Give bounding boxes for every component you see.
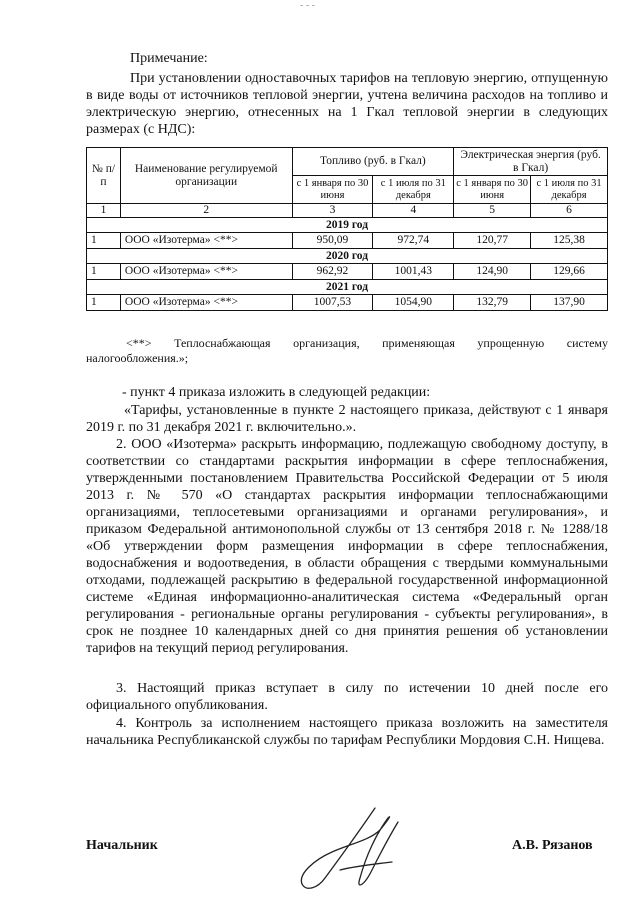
year-row <box>87 280 608 295</box>
table-row <box>87 264 608 280</box>
row-fuel-h1: 1007,53 <box>292 295 373 311</box>
note-label: Примечание: <box>130 51 208 66</box>
year-label: 2019 год <box>87 218 608 233</box>
row-elec-h2: 129,66 <box>531 264 608 280</box>
paragraph-point4: - пункт 4 приказа изложить в следующей редакции: <box>122 385 431 400</box>
row-elec-h2: 125,38 <box>531 233 608 249</box>
year-label: 2021 год <box>87 280 608 295</box>
row-organization: ООО «Изотерма» <**> <box>120 295 292 311</box>
header-fuel-h1: с 1 января по 30 июня <box>292 176 373 204</box>
table-row <box>87 295 608 311</box>
row-fuel-h1: 950,09 <box>292 233 373 249</box>
year-label: 2020 год <box>87 249 608 264</box>
header-fuel: Топливо (руб. в Гкал) <box>292 148 454 176</box>
paragraph-control: 4. Контроль за исполнением настоящего приказа возложить на заместителя начальника Республиканской службы по тарифам Республики Мордовия С.Н. Нищева. <box>86 716 608 748</box>
index-cell: 5 <box>454 204 531 218</box>
row-elec-h1: 120,77 <box>454 233 531 249</box>
row-elec-h1: 124,90 <box>454 264 531 280</box>
footnote: <**> Теплоснабжающая организация, применяющая упрощенную систему налогообложения.»; <box>86 336 608 365</box>
row-fuel-h2: 972,74 <box>373 233 454 249</box>
header-electricity: Электрическая энергия (руб. в Гкал) <box>454 148 608 176</box>
paragraph-effective: 3. Настоящий приказ вступает в силу по истечении 10 дней после его официального опубликования. <box>86 681 608 713</box>
paragraph-tariff-validity: «Тарифы, установленные в пункте 2 настоящего приказа, действуют с 1 января 2019 г. по 31 декабря 2021 г. включительно.». <box>86 403 608 435</box>
year-row <box>87 249 608 264</box>
column-index-row <box>87 204 608 218</box>
table-row <box>87 233 608 249</box>
header-organization: Наименование регулируемой организации <box>120 148 292 204</box>
row-num: 1 <box>87 295 121 311</box>
header-elec-h2: с 1 июля по 31 декабря <box>531 176 608 204</box>
index-cell: 3 <box>292 204 373 218</box>
page-top-mark: ‑ ‑ ‑ <box>300 0 315 11</box>
row-fuel-h2: 1054,90 <box>373 295 454 311</box>
row-elec-h1: 132,79 <box>454 295 531 311</box>
year-row <box>87 218 608 233</box>
handwritten-signature <box>280 800 430 900</box>
header-elec-h1: с 1 января по 30 июня <box>454 176 531 204</box>
header-num: № п/п <box>87 148 121 204</box>
row-elec-h2: 137,90 <box>531 295 608 311</box>
row-fuel-h2: 1001,43 <box>373 264 454 280</box>
paragraph-disclosure: 2. ООО «Изотерма» раскрыть информацию, подлежащую свободному доступу, в соответствии со стандартами раскрытия информации в сфере теплоснабжения, утвержденными постановлением Правительства Российской Федерации от 5 июля 2013 г. № 570 «О стандартах раскрытия информации теплоснабжающими организациями, теплосетевыми организациями и органами регулирования», и приказом Федеральной антимонопольной службы от 13 сентября 2018 г. № 1288/18 «Об утверждении форм размещения информации в сфере теплоснабжения, водоснабжения и водоотведения, в области обращения с твердыми коммунальными отходами, подлежащей раскрытию в федеральной государственной информационной системе «Единая информационно-аналитическая система «Федеральный орган регулирования - региональные органы регулирования - субъекты регулирования», в срок не позднее 10 календарных дней со дня принятия решения об установлении тарифов на текущий период регулирования. <box>86 437 608 656</box>
signature-position: Начальник <box>86 838 158 853</box>
index-cell: 4 <box>373 204 454 218</box>
tariff-table <box>86 147 608 311</box>
intro-paragraph: При установлении одноставочных тарифов на тепловую энергию, отпущенную в виде воды от источников тепловой энергии, учтена величина расходов на топливо и электрическую энергию, отнесенных на 1 Гкал тепловой энергии в следующих размерах (с НДС): <box>86 71 608 137</box>
row-organization: ООО «Изотерма» <**> <box>120 233 292 249</box>
row-num: 1 <box>87 233 121 249</box>
header-fuel-h2: с 1 июля по 31 декабря <box>373 176 454 204</box>
row-fuel-h1: 962,92 <box>292 264 373 280</box>
index-cell: 6 <box>531 204 608 218</box>
index-cell: 2 <box>120 204 292 218</box>
signature-name: А.В. Рязанов <box>512 838 593 853</box>
index-cell: 1 <box>87 204 121 218</box>
row-num: 1 <box>87 264 121 280</box>
row-organization: ООО «Изотерма» <**> <box>120 264 292 280</box>
